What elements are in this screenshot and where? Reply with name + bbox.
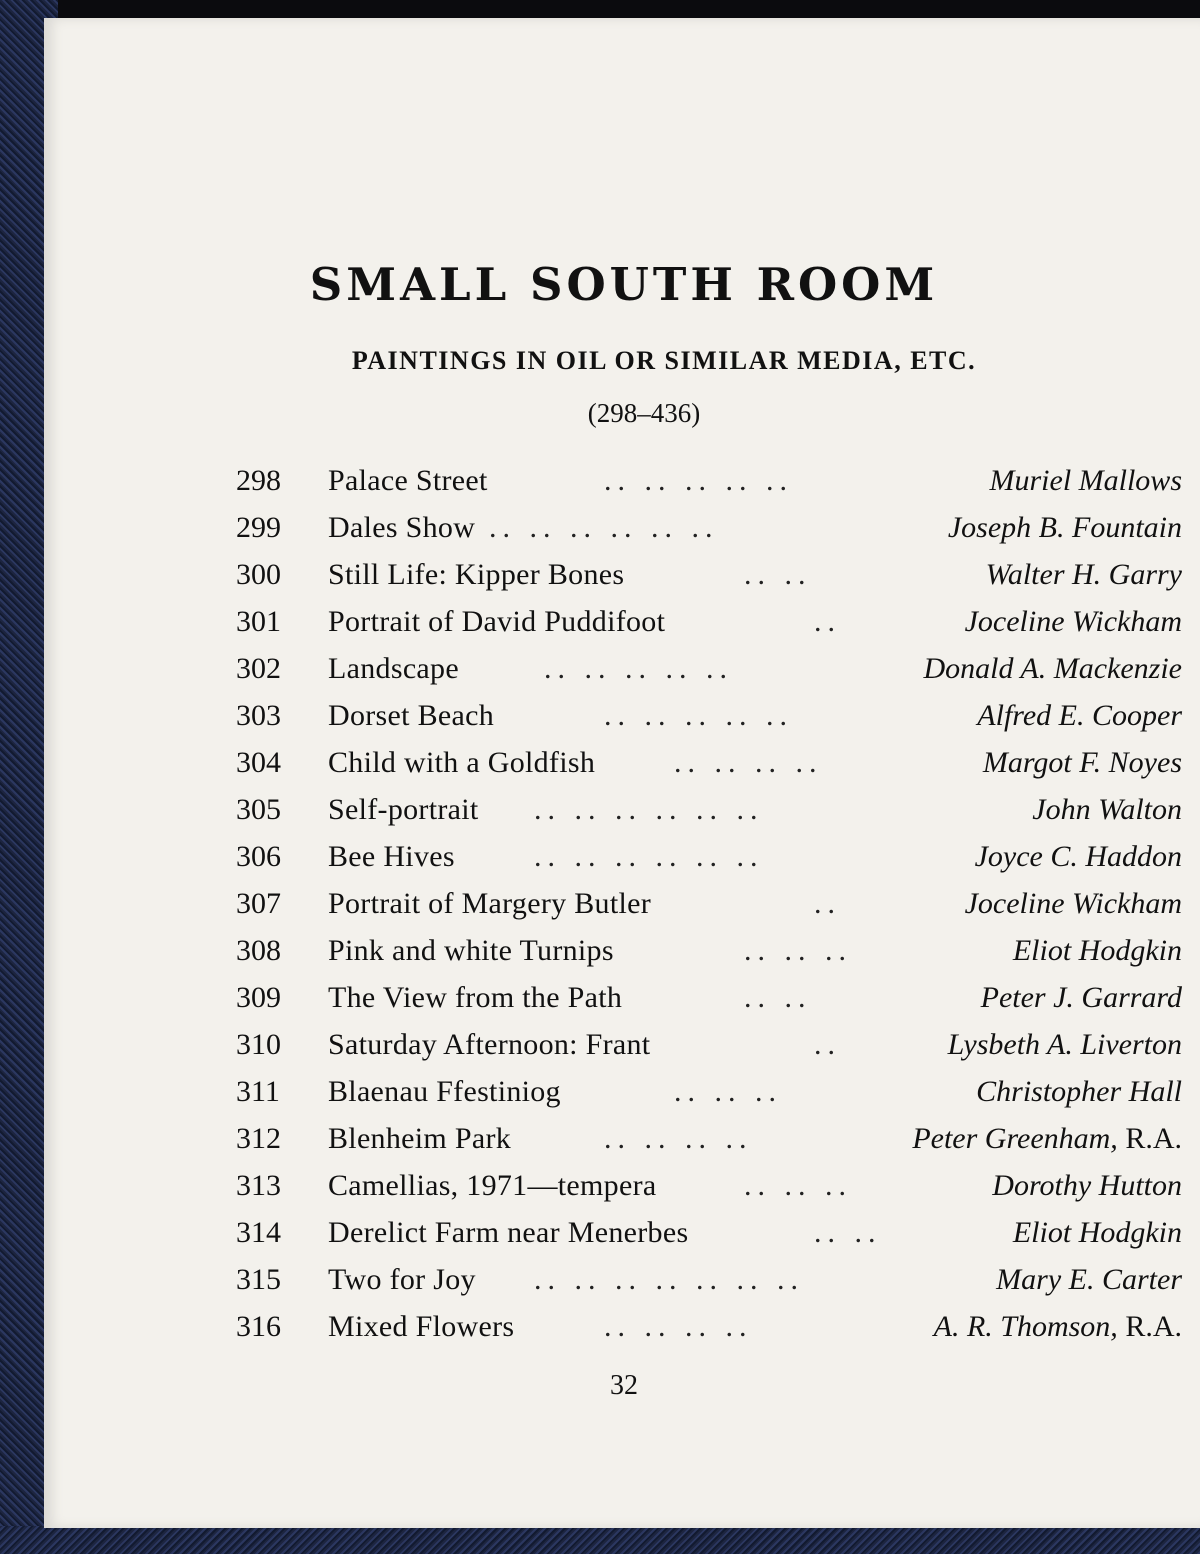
leader-dots: .. .. .. — [744, 1169, 852, 1202]
artist-name: Donald A. Mackenzie — [923, 652, 1182, 685]
entry-artist — [975, 840, 1182, 874]
catalogue-entry — [44, 652, 1200, 699]
entry-title: Still Life: Kipper Bones — [328, 558, 625, 591]
leader-dots: .. — [814, 1028, 841, 1061]
entry-number: 305 — [236, 793, 281, 826]
entry-title: Self-portrait — [328, 793, 479, 826]
artist-name: John Walton — [1032, 793, 1182, 826]
entry-title: Palace Street — [328, 464, 488, 497]
leader-dots: .. .. .. .. .. — [604, 464, 793, 497]
entry-number: 311 — [236, 1075, 280, 1108]
room-title: SMALL SOUTH ROOM — [309, 258, 939, 311]
catalogue-entry — [44, 1216, 1200, 1263]
artist-name: Muriel Mallows — [989, 464, 1182, 497]
entry-title: Portrait of David Puddifoot — [328, 605, 666, 638]
entry-number: 304 — [236, 746, 281, 779]
entry-title: Dales Show — [328, 511, 476, 544]
leader-dots: .. .. .. .. .. .. — [534, 840, 764, 873]
leader-dots: .. .. .. .. — [604, 1310, 753, 1343]
entry-number: 308 — [236, 934, 281, 967]
artist-name: Mary E. Carter — [996, 1263, 1182, 1296]
entry-title: Portrait of Margery Butler — [328, 887, 652, 920]
entry-artist — [990, 464, 1183, 498]
leader-dots: .. .. — [814, 1216, 882, 1249]
entry-number: 315 — [236, 1263, 281, 1296]
artist-name: Dorothy Hutton — [992, 1169, 1182, 1202]
catalogue-entry — [44, 746, 1200, 793]
section-subtitle: PAINTINGS IN OIL OR SIMILAR MEDIA, ETC. — [351, 346, 977, 375]
entry-title: Two for Joy — [328, 1263, 476, 1296]
entry-artist — [1013, 1216, 1182, 1250]
catalogue-entry — [44, 981, 1200, 1028]
artist-name: Eliot Hodgkin — [1012, 934, 1182, 967]
artist-name: A. R. Thomson, — [933, 1310, 1118, 1343]
entry-title: Bee Hives — [328, 840, 455, 873]
entry-number: 309 — [236, 981, 281, 1014]
entry-artist — [976, 1075, 1182, 1109]
catalogue-entry — [44, 464, 1200, 511]
entry-title: Pink and white Turnips — [328, 934, 614, 967]
catalogue-range: (298–436) — [587, 398, 701, 428]
catalogue-entry — [44, 1310, 1200, 1357]
catalogue-entry — [44, 1075, 1200, 1122]
leader-dots: .. .. .. .. .. .. .. — [534, 1263, 804, 1296]
artist-name: Christopher Hall — [976, 1075, 1182, 1108]
entry-artist — [948, 1028, 1182, 1062]
catalogue-entry — [44, 1028, 1200, 1075]
entry-title: Blenheim Park — [328, 1122, 512, 1155]
leader-dots: .. .. .. .. .. — [544, 652, 733, 685]
catalogue-entry — [44, 558, 1200, 605]
entry-number: 316 — [236, 1310, 281, 1343]
entry-artist — [1032, 793, 1182, 827]
entry-artist — [986, 558, 1182, 592]
catalogue-entry — [44, 1263, 1200, 1310]
entry-artist — [992, 1169, 1182, 1203]
catalogue-entry — [44, 934, 1200, 981]
entry-artist — [996, 1263, 1182, 1297]
artist-name: Eliot Hodgkin — [1012, 1216, 1182, 1249]
entry-artist — [965, 887, 1182, 921]
leader-dots: .. .. .. — [744, 934, 852, 967]
leader-dots: .. .. .. — [674, 1075, 782, 1108]
entry-number: 299 — [236, 511, 281, 544]
catalogue-entry — [44, 511, 1200, 558]
entry-title: Derelict Farm near Menerbes — [328, 1216, 689, 1249]
entry-title: Blaenau Ffestiniog — [328, 1075, 561, 1108]
page-number: 32 — [610, 1370, 638, 1401]
entry-artist — [1013, 934, 1182, 968]
artist-name: Margot F. Noyes — [982, 746, 1182, 779]
leader-dots: .. .. — [744, 558, 812, 591]
artist-name: Joseph B. Fountain — [947, 511, 1182, 544]
catalogue-entry — [44, 840, 1200, 887]
catalogue-entry — [44, 1169, 1200, 1216]
entry-number: 302 — [236, 652, 281, 685]
artist-name: Joceline Wickham — [964, 887, 1182, 920]
leader-dots: .. .. .. .. .. .. — [534, 793, 764, 826]
entry-artist — [948, 511, 1182, 545]
catalogue-page — [44, 18, 1200, 1528]
entry-number: 314 — [236, 1216, 281, 1249]
entry-title: Mixed Flowers — [328, 1310, 515, 1343]
artist-name: Alfred E. Cooper — [977, 699, 1182, 732]
entry-title: Saturday Afternoon: Frant — [328, 1028, 651, 1061]
artist-name: Walter H. Garry — [985, 558, 1182, 591]
book-cover-edge — [0, 1526, 1200, 1554]
artist-honour: R.A. — [1125, 1310, 1182, 1343]
catalogue-entry — [44, 605, 1200, 652]
entry-number: 312 — [236, 1122, 281, 1155]
entry-title: Child with a Goldfish — [328, 746, 596, 779]
entry-title: Dorset Beach — [328, 699, 495, 732]
entry-number: 306 — [236, 840, 281, 873]
artist-name: Joceline Wickham — [964, 605, 1182, 638]
catalogue-entry — [44, 699, 1200, 746]
entry-number: 310 — [236, 1028, 281, 1061]
entry-artist — [934, 1310, 1182, 1344]
entry-artist — [965, 605, 1182, 639]
entry-title: Camellias, 1971—tempera — [328, 1169, 657, 1202]
entry-number: 303 — [236, 699, 281, 732]
entry-title: Landscape — [328, 652, 459, 685]
entry-number: 298 — [236, 464, 281, 497]
entry-artist — [981, 981, 1182, 1015]
leader-dots: .. .. .. .. .. .. — [489, 511, 719, 544]
leader-dots: .. — [814, 605, 841, 638]
entry-artist — [923, 652, 1182, 686]
artist-name: Peter Greenham, — [912, 1122, 1118, 1155]
catalogue-entry — [44, 793, 1200, 840]
artist-honour: R.A. — [1125, 1122, 1182, 1155]
entry-number: 300 — [236, 558, 281, 591]
artist-name: Peter J. Garrard — [980, 981, 1182, 1014]
entry-artist — [983, 746, 1182, 780]
catalogue-entry — [44, 887, 1200, 934]
entry-number: 313 — [236, 1169, 281, 1202]
entry-number: 307 — [236, 887, 281, 920]
catalogue-entry — [44, 1122, 1200, 1169]
entry-artist — [912, 1122, 1182, 1156]
leader-dots: .. .. .. .. — [604, 1122, 753, 1155]
entry-artist — [977, 699, 1182, 733]
leader-dots: .. .. .. .. .. — [604, 699, 793, 732]
leader-dots: .. — [814, 887, 841, 920]
artist-name: Joyce C. Haddon — [974, 840, 1182, 873]
entry-number: 301 — [236, 605, 281, 638]
leader-dots: .. .. — [744, 981, 812, 1014]
entry-title: The View from the Path — [328, 981, 623, 1014]
leader-dots: .. .. .. .. — [674, 746, 823, 779]
artist-name: Lysbeth A. Liverton — [947, 1028, 1182, 1061]
